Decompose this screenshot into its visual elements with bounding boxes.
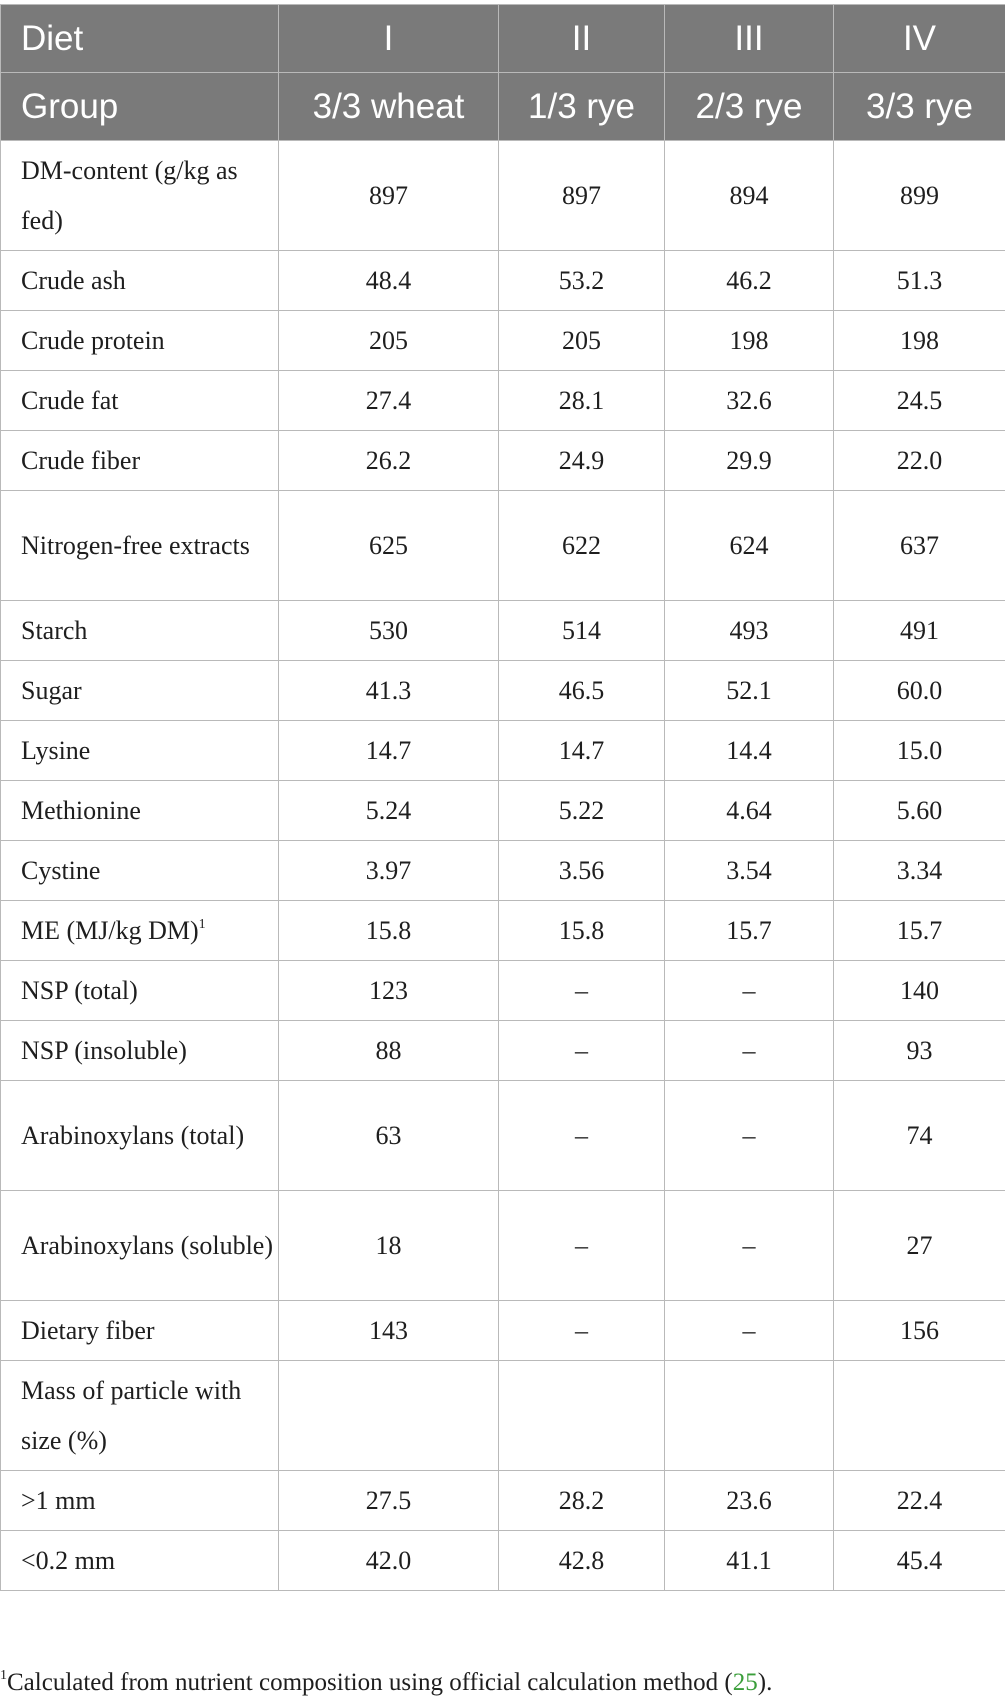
row-label-cell (1, 371, 279, 431)
value-cell: 15.8 (279, 901, 499, 961)
table-row (1, 1301, 1005, 1361)
table-row (1, 961, 1005, 1021)
table-row (1, 781, 1005, 841)
value-cell: 32.6 (665, 371, 834, 431)
value-cell: 514 (499, 601, 665, 661)
value-cell: 42.8 (499, 1531, 665, 1591)
row-label-cell (1, 431, 279, 491)
footnote-marker: 1 (198, 916, 206, 932)
header-cell: III (665, 5, 834, 73)
header-row-group (1, 73, 1005, 141)
value-cell: 14.7 (279, 721, 499, 781)
value-cell: 5.60 (834, 781, 1005, 841)
value-cell (665, 1361, 834, 1471)
table-row (1, 901, 1005, 961)
header-cell: IV (834, 5, 1005, 73)
row-label: Starch (21, 615, 88, 645)
row-label: Crude protein (21, 325, 165, 355)
value-cell: 123 (279, 961, 499, 1021)
row-label-cell (1, 721, 279, 781)
table-body (1, 141, 1005, 1591)
header-cell: II (499, 5, 665, 73)
row-label-cell (1, 901, 279, 961)
header-cell: 3/3 rye (834, 73, 1005, 141)
value-cell: 22.0 (834, 431, 1005, 491)
table-row (1, 1471, 1005, 1531)
value-cell (834, 1361, 1005, 1471)
value-cell: 18 (279, 1191, 499, 1301)
row-label: Arabinoxylans (total) (21, 1120, 245, 1150)
value-cell: 15.7 (665, 901, 834, 961)
value-cell: – (499, 1021, 665, 1081)
value-cell (279, 1361, 499, 1471)
value-cell: 140 (834, 961, 1005, 1021)
value-cell: 46.5 (499, 661, 665, 721)
value-cell: 5.22 (499, 781, 665, 841)
nutrient-composition-table-container (0, 4, 1005, 1591)
table-row (1, 601, 1005, 661)
value-cell: – (665, 961, 834, 1021)
value-cell: 48.4 (279, 251, 499, 311)
row-label-cell (1, 251, 279, 311)
value-cell: 74 (834, 1081, 1005, 1191)
value-cell: – (665, 1301, 834, 1361)
value-cell: 15.0 (834, 721, 1005, 781)
row-label-cell (1, 1191, 279, 1301)
row-label: >1 mm (21, 1485, 96, 1515)
row-label: <0.2 mm (21, 1545, 116, 1575)
table-row (1, 491, 1005, 601)
table-row (1, 1081, 1005, 1191)
row-label-cell (1, 1531, 279, 1591)
header-cell: Group (1, 73, 279, 141)
table-row (1, 1361, 1005, 1471)
value-cell: 205 (499, 311, 665, 371)
value-cell: 198 (665, 311, 834, 371)
row-label: NSP (total) (21, 975, 138, 1005)
value-cell: 27.5 (279, 1471, 499, 1531)
row-label-cell (1, 141, 279, 251)
nutrient-composition-table (0, 4, 1005, 1591)
value-cell: 198 (834, 311, 1005, 371)
table-row (1, 371, 1005, 431)
value-cell: 60.0 (834, 661, 1005, 721)
footnote-marker: 1 (0, 1668, 7, 1683)
value-cell (499, 1361, 665, 1471)
value-cell: 205 (279, 311, 499, 371)
table-row (1, 1191, 1005, 1301)
value-cell: 622 (499, 491, 665, 601)
value-cell: 63 (279, 1081, 499, 1191)
value-cell: 5.24 (279, 781, 499, 841)
value-cell: 3.56 (499, 841, 665, 901)
table-row (1, 431, 1005, 491)
table-row (1, 1021, 1005, 1081)
row-label-cell (1, 661, 279, 721)
row-label: Lysine (21, 735, 91, 765)
row-label: DM-content (g/kg as fed) (21, 155, 238, 235)
row-label: Arabinoxylans (soluble) (21, 1230, 274, 1260)
row-label-cell (1, 311, 279, 371)
table-row (1, 721, 1005, 781)
value-cell: – (665, 1191, 834, 1301)
row-label-cell (1, 1361, 279, 1471)
row-label-cell (1, 1301, 279, 1361)
value-cell: 42.0 (279, 1531, 499, 1591)
header-cell: 2/3 rye (665, 73, 834, 141)
row-label-cell (1, 1471, 279, 1531)
value-cell: 4.64 (665, 781, 834, 841)
value-cell: 15.8 (499, 901, 665, 961)
value-cell: 897 (279, 141, 499, 251)
header-cell: 1/3 rye (499, 73, 665, 141)
value-cell: 530 (279, 601, 499, 661)
value-cell: 52.1 (665, 661, 834, 721)
reference-link[interactable]: 25 (732, 1669, 758, 1696)
row-label: Nitrogen-free extracts (21, 530, 250, 560)
row-label: Crude ash (21, 265, 126, 295)
table-row (1, 1531, 1005, 1591)
value-cell: 51.3 (834, 251, 1005, 311)
value-cell: 24.5 (834, 371, 1005, 431)
row-label-cell (1, 601, 279, 661)
value-cell: 27 (834, 1191, 1005, 1301)
row-label-cell (1, 781, 279, 841)
table-row (1, 251, 1005, 311)
value-cell: – (665, 1081, 834, 1191)
row-label: ME (MJ/kg DM) (21, 915, 199, 945)
table-row (1, 141, 1005, 251)
header-row-diet (1, 5, 1005, 73)
value-cell: 27.4 (279, 371, 499, 431)
value-cell: 29.9 (665, 431, 834, 491)
row-label-cell (1, 1021, 279, 1081)
row-label-cell (1, 841, 279, 901)
value-cell: 637 (834, 491, 1005, 601)
row-label: Methionine (21, 795, 141, 825)
table-footnote (0, 1668, 772, 1697)
value-cell: 624 (665, 491, 834, 601)
value-cell: 625 (279, 491, 499, 601)
table-row (1, 661, 1005, 721)
row-label-cell (1, 491, 279, 601)
value-cell: 41.1 (665, 1531, 834, 1591)
value-cell: 491 (834, 601, 1005, 661)
value-cell: 3.34 (834, 841, 1005, 901)
value-cell: 23.6 (665, 1471, 834, 1531)
value-cell: 14.4 (665, 721, 834, 781)
value-cell: 22.4 (834, 1471, 1005, 1531)
row-label: Crude fiber (21, 445, 141, 475)
value-cell: 26.2 (279, 431, 499, 491)
value-cell: 894 (665, 141, 834, 251)
value-cell: – (499, 1301, 665, 1361)
value-cell: 3.97 (279, 841, 499, 901)
value-cell: 28.2 (499, 1471, 665, 1531)
value-cell: – (665, 1021, 834, 1081)
value-cell: – (499, 961, 665, 1021)
value-cell: 14.7 (499, 721, 665, 781)
row-label-cell (1, 1081, 279, 1191)
header-cell: Diet (1, 5, 279, 73)
row-label: Sugar (21, 675, 82, 705)
footnote-end: ). (757, 1669, 773, 1696)
value-cell: 143 (279, 1301, 499, 1361)
value-cell: 24.9 (499, 431, 665, 491)
value-cell: 156 (834, 1301, 1005, 1361)
value-cell: – (499, 1081, 665, 1191)
value-cell: 41.3 (279, 661, 499, 721)
value-cell: 28.1 (499, 371, 665, 431)
row-label-cell (1, 961, 279, 1021)
table-row (1, 311, 1005, 371)
header-cell: I (279, 5, 499, 73)
value-cell: 45.4 (834, 1531, 1005, 1591)
row-label: Mass of particle with size (%) (21, 1375, 242, 1455)
footnote-text: Calculated from nutrient composition using official calculation method ( (7, 1669, 733, 1696)
value-cell: 93 (834, 1021, 1005, 1081)
value-cell: 46.2 (665, 251, 834, 311)
value-cell: 3.54 (665, 841, 834, 901)
value-cell: 899 (834, 141, 1005, 251)
row-label: Cystine (21, 855, 101, 885)
value-cell: 897 (499, 141, 665, 251)
value-cell: 15.7 (834, 901, 1005, 961)
row-label: NSP (insoluble) (21, 1035, 187, 1065)
header-cell: 3/3 wheat (279, 73, 499, 141)
value-cell: 88 (279, 1021, 499, 1081)
row-label: Dietary fiber (21, 1315, 155, 1345)
table-header (1, 5, 1005, 141)
row-label: Crude fat (21, 385, 119, 415)
value-cell: 493 (665, 601, 834, 661)
table-row (1, 841, 1005, 901)
value-cell: 53.2 (499, 251, 665, 311)
value-cell: – (499, 1191, 665, 1301)
